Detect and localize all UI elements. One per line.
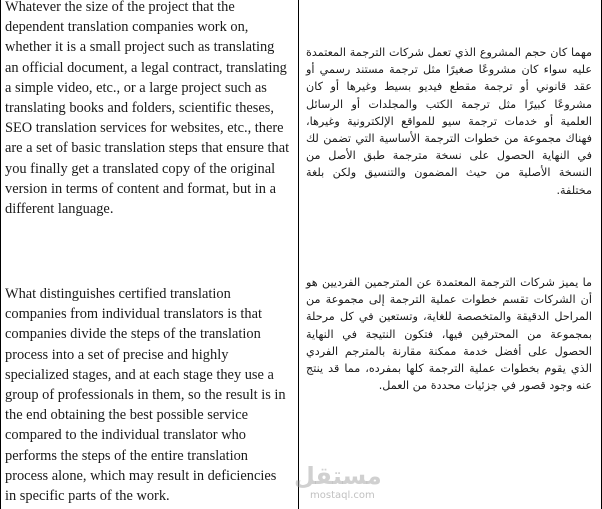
arabic-cell-2 [306, 274, 592, 394]
watermark-logo: مستقل [294, 462, 382, 490]
english-cell-1 [5, 0, 291, 219]
english-paragraph-2: What distinguishes certified translation companies from individual translators is that companies divide the steps of the translation process into a set of precise and highly specialized stages, and at each stage they use a group of professionals in them, so the result is in the end obtaining the best possible service compared to the individual translator who performs the steps of the entire translation process alone, which may result in deficiencies in specific parts of the work. [5, 286, 286, 505]
arabic-paragraph-1: مهما كان حجم المشروع الذي تعمل شركات الترجمة المعتمدة عليه سواء كان مشروعًا صغيرًا مثل ترجمة مستند رسمي أو عقد قانوني أو ترجمة مقطع فيديو بسيط وغيرها أو كان مشروعًا كبيرًا مثل ترجمة الكتب والمجلدات أو الرسائل العلمية أو خدمات ترجمة سيو للمواقع الإلكترونية وغيرها، فهناك مجموعة من خطوات الترجمة الأساسية التي تضمن لك في النهاية الحصول على نسخة مترجمة طبق الأصل من النسخة الأصلية من حيث المضمون والتنسيق ولكن بلغة مختلفة. [306, 46, 592, 197]
english-cell-2 [5, 284, 291, 506]
arabic-cell-1 [306, 44, 592, 199]
arabic-paragraph-2: ما يميز شركات الترجمة المعتمدة عن المترجمين الفرديين هو أن الشركات تقسم خطوات عملية الترجمة إلى مجموعة من المراحل الدقيقة والمتخصصة للغاية، وتستعين في كل مرحلة بمجموعة من المحترفين فيها، فتكون النتيجة في النهاية الحصول على أفضل خدمة ممكنة مقارنة بالمترجم الفردي الذي يقوم بخطوات عملية الترجمة كلها بمفرده، مما قد ينتج عنه وجود قصور في جزئيات محددة من العمل. [306, 276, 592, 393]
english-paragraph-1: Whatever the size of the project that the dependent translation companies work on, whether it is a small project such as translating an official document, a legal contract, translating a simple video, etc., or a large project such as translating books and folders, scientific theses, SEO translation services for websites, etc., there are a set of basic translation steps that ensure that you finally get a translated copy of the original version in terms of content and format, but in a different language. [5, 0, 290, 218]
watermark-url: mostaql.com [310, 490, 375, 501]
column-divider [298, 0, 299, 509]
